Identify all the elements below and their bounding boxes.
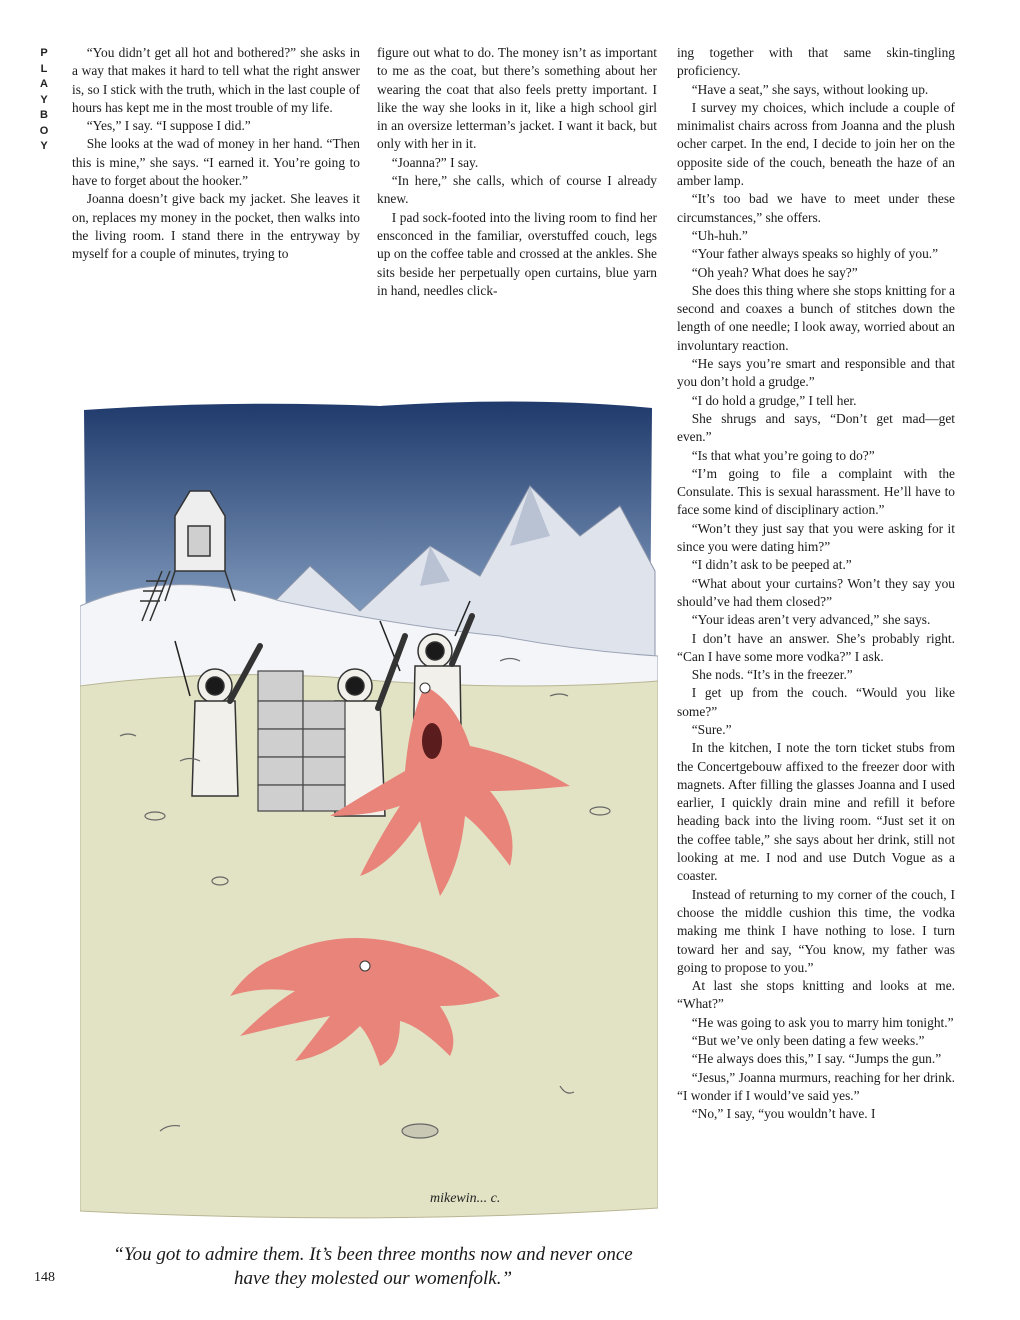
paragraph: “What about your curtains? Won’t they say you should’ve had them closed?”	[677, 575, 955, 609]
paragraph: “He always does this,” I say. “Jumps the gun.”	[691, 1051, 942, 1067]
paragraph: In the kitchen, I note the torn ticket stubs from the Concertgebouw affixed to the freezer door with magnets. After filling the glasses Joanna and I used earlier, I quickly drain mine and refill it before heading back into the living room. “Just set it on the coffee table,” she says about her drink, still not looking at me. I nod and use Dutch Vogue as a coaster.	[677, 740, 955, 884]
paragraph: “No,” I say, “you wouldn’t have. I	[691, 1106, 876, 1122]
magazine-masthead-vertical	[34, 46, 54, 155]
paragraph: “It’s too bad we have to meet under these circumstances,” she offers.	[677, 191, 955, 225]
text-column-2	[377, 44, 657, 300]
masthead-letter: P	[40, 47, 48, 59]
paragraph: She does this thing where she stops knitting for a second and coaxes a bunch of stitches down the length of one needle; I look away, worried about an involuntary reaction.	[677, 282, 955, 353]
paragraph: “Yes,” I say. “I suppose I did.”	[86, 118, 251, 134]
text-column-1	[72, 44, 360, 264]
paragraph: “Oh yeah? What does he say?”	[691, 264, 858, 280]
paragraph: Joanna doesn’t give back my jacket. She leaves it on, replaces my money in the pocket, then walks into the living room. I stand there in the entryway by myself for a couple of minutes, trying to	[72, 191, 360, 262]
paragraph: I survey my choices, which include a couple of minimalist chairs across from Joanna and the plush ocher carpet. In the end, I decide to join her on the opposite side of the couch, beneath the haze of an amber lamp.	[677, 99, 955, 189]
paragraph: “Have a seat,” she says, without looking up.	[691, 81, 929, 97]
paragraph: I pad sock-footed into the living room to find her ensconced in the familiar, overstuffed couch, legs up on the coffee table and crossed at the ankles. She sits beside her perpetually open curtains, blue yarn in hand, needles click-	[377, 209, 657, 298]
masthead-letter: L	[40, 62, 48, 75]
paragraph: She shrugs and says, “Don’t get mad—get even.”	[677, 410, 955, 445]
paragraph: Instead of returning to my corner of the couch, I choose the middle cushion this time, the vodka making me think I have nothing to lose. I turn toward her and say, “You know, my father was going to propose to you.”	[677, 886, 955, 975]
paragraph: “In here,” she calls, which of course I already knew.	[377, 173, 657, 207]
paragraph: “I do hold a grudge,” I tell her.	[691, 392, 857, 408]
page-number: 148	[34, 1270, 55, 1285]
paragraph: “Your father always speaks so highly of you.”	[691, 246, 939, 262]
paragraph: “He was going to ask you to marry him tonight.”	[691, 1014, 954, 1030]
text-column-3	[677, 44, 955, 1124]
creature-mouth	[422, 723, 442, 759]
paragraph: “He says you’re smart and responsible and that you don’t hold a grudge.”	[677, 356, 955, 390]
paragraph: “Won’t they just say that you were asking for it since you were dating him?”	[677, 520, 955, 555]
cartoon-caption: “You got to admire them. It’s been three months now and never once have they molested our womenfolk.”	[113, 1244, 633, 1289]
paragraph: figure out what to do. The money isn’t as important to me as the coat, but there’s something about her wearing the coat that also feels pretty important. I like the way she looks in it, like a high school girl in an oversize letterman’s jacket. I want it back, but only with her in it.	[377, 45, 657, 152]
paragraph: “Uh-huh.”	[691, 227, 748, 243]
creature-eye	[420, 683, 430, 693]
masthead-letter: Y	[40, 140, 48, 152]
paragraph: She nods. “It’s in the freezer.”	[691, 667, 853, 683]
paragraph: “Is that what you’re going to do?”	[691, 447, 875, 463]
creature-eye	[360, 961, 370, 971]
masthead-letter: B	[40, 109, 48, 121]
paragraph: I don’t have an answer. She’s probably right. “Can I have some more vodka?” I ask.	[677, 630, 955, 664]
paragraph: “But we’ve only been dating a few weeks.”	[691, 1033, 925, 1049]
paragraph: I get up from the couch. “Would you like some?”	[677, 685, 955, 719]
paragraph: “Joanna?” I say.	[391, 154, 479, 170]
paragraph: “Sure.”	[691, 721, 732, 737]
cartoon-drawing	[80, 396, 658, 1236]
masthead-letter: A	[40, 78, 48, 90]
masthead-letter: O	[39, 124, 49, 137]
cartoon-illustration	[80, 396, 658, 1236]
paragraph: ing together with that same skin-tingling proficiency.	[677, 45, 955, 79]
paragraph: “You didn’t get all hot and bothered?” she asks in a way that makes it hard to tell what the right answer is, so I stick with the truth, which in the last couple of hours has kept me in the most trouble of my life.	[72, 45, 360, 115]
paragraph: “I’m going to file a complaint with the Consulate. This is sexual harassment. He’ll have to face some kind of disciplinary action.”	[677, 465, 955, 518]
paragraph: At last she stops knitting and looks at me. “What?”	[677, 978, 955, 1012]
paragraph: “Your ideas aren’t very advanced,” she says.	[691, 612, 931, 628]
masthead-letter: Y	[40, 93, 48, 106]
paragraph: She looks at the wad of money in her hand. “Then this is mine,” she says. “I earned it. You’re going to have to forget about the hooker.”	[72, 136, 360, 189]
artist-signature: mikewin... c.	[430, 1191, 501, 1206]
paragraph: “I didn’t ask to be peeped at.”	[691, 557, 852, 573]
paragraph: “Jesus,” Joanna murmurs, reaching for her drink. “I wonder if I would’ve said yes.”	[677, 1069, 955, 1103]
